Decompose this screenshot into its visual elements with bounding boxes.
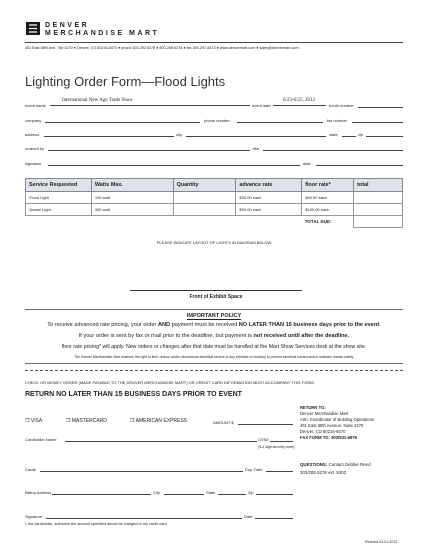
cardholder-field[interactable] [65,435,257,442]
authorization-text: I, the cardholder, authorize the amount specified above be charged to my credit card. [25,522,168,526]
cell-floor-rate: $40.00 each [302,192,354,204]
cell-advance-rate: $30.00 each [236,192,302,204]
col-watts-max: Watts Max. [91,179,173,192]
contact-city: Denver, CO 80216-8470 [76,46,117,50]
policy-line1-c: payment must be received [170,322,239,328]
event-name-field[interactable] [50,99,250,106]
payment-signature-label: Signature [25,514,43,519]
policy-line2 [20,333,408,339]
cell-watts: 150 watt [91,192,173,204]
event-date-value: 6/23-6/25, 2012 [283,98,315,103]
col-floor-rate: floor rate* [302,179,354,192]
cell-floor-rate: $100.00 each [302,204,354,216]
amex-label: AMERICAN EXPRESS [135,418,188,424]
front-exhibit-label: Front of Exhibit Space [189,294,243,300]
payment-signature-field[interactable] [46,512,242,519]
policy-line1-deadline: NO LATER THAN 15 business days prior to the event [238,322,380,328]
cut-line [25,370,403,371]
total-due-label: TOTAL DUE: [304,219,332,225]
cvs-field[interactable] [270,435,293,442]
cell-service: Flood Light [26,192,92,204]
zip-field[interactable] [366,130,403,137]
policy-line1-a: To receive advanced rate pricing, your order [47,322,158,328]
checkbox-icon[interactable]: ❐ [130,418,135,424]
contact-address: 451 East 58th Ave., Ste 4270 [25,46,73,50]
total-due-input[interactable] [354,216,403,228]
booth-number-label: booth number [329,103,354,108]
contact-website: www.denvermart.com [219,46,256,50]
policy-line2-deadline: not received until after the deadline [253,333,348,339]
policy-line3: floor rate pricing* will apply. New orders or changes after that date must be handled at the Mart Show Services desk at the show site. [61,344,367,350]
revised-date: Revised 03-01-2012 [365,540,398,544]
billing-city-field[interactable] [164,488,204,495]
cardholder-label: Cardholder Name [25,437,57,442]
billing-state-label: State [206,490,216,495]
mastercard-label: MASTERCARD [71,418,107,424]
order-table [25,178,403,228]
contact-tollfree: 800-289-6278 [159,46,183,50]
billing-city-label: City [153,490,160,495]
contact-phone: phone 303.292.6278 [121,46,156,50]
header-contact: 451 East 58th Ave., Ste 4270 ● Denver, CO 80216-8470 ● phone 303.292.6278 ● 800-289-6278 ● fax 303-297-8473 ● www.denvermart.com ● sales@denvermart.com [25,46,299,50]
col-total: total [354,179,403,192]
city-label: city [176,132,182,137]
fax-field[interactable] [352,116,403,123]
address-field[interactable] [44,130,174,137]
billing-zip-label: Zip [248,490,254,495]
questions [300,462,371,467]
policy-line1 [20,322,408,328]
logo-line1: DENVER [45,22,90,29]
return-to-line: Denver Merchandise Mart [300,411,349,416]
signature-field[interactable] [48,159,300,166]
policy-line1-e: . [379,322,381,328]
date-field[interactable] [316,159,403,166]
return-to-line: Denver, CO 80216-8470 [300,429,346,434]
table-row [26,192,403,204]
cvs-label: CVS# [258,437,269,442]
fax-label: fax number [327,118,348,123]
state-field[interactable] [342,130,356,137]
event-name-value: International New Age Trade Show [62,98,133,103]
col-quantity: Quantity [173,179,236,192]
address-label: address [25,132,40,137]
billing-zip-field[interactable] [256,488,293,495]
questions-phone: 303/292.6278 ext. 5202 [300,470,347,475]
total-due-row [26,216,403,228]
exp-field[interactable] [266,465,293,472]
visa-label: VISA [30,418,43,424]
booth-number-field[interactable] [358,101,403,108]
event-date-label: event date [252,103,271,108]
amount-field[interactable] [238,418,293,425]
cell-total-input[interactable] [354,192,403,204]
col-service-requested: Service Requested [26,179,92,192]
contact-email: sales@denvermart.com [259,46,299,50]
phone-field[interactable] [237,116,323,123]
logo-mark-icon [26,22,40,35]
cell-service: Quartz Light [26,204,92,216]
ordered-by-label: ordered by [25,146,45,151]
table-header-row [26,179,403,192]
company-label: company [25,118,42,123]
cell-total-input[interactable] [354,204,403,216]
billing-state-field[interactable] [218,488,246,495]
signature-label: signature [25,161,42,166]
logo-line2: MERCHANDISE MART [45,30,160,37]
zip-label: zip [358,132,364,137]
diagram-instruction: PLEASE INDICATE LAYOUT OF LIGHTS IN DIAGRAM BELOW [156,240,272,245]
city-field[interactable] [186,130,326,137]
diagram-area[interactable] [25,248,403,292]
fax-form-to: FAX FORM TO: 303/531-6976 [300,435,357,440]
visa-option[interactable] [25,419,42,424]
policy-disclaimer: The Denver Merchandise Mart reserves the right to limit, reduce and/or discontinue electrical service to any exhibitor or booth(s) to prevent electrical hazard and/or maintain human safety. [74,355,354,359]
exp-label: Exp. Date [245,467,263,472]
questions-label: QUESTIONS: [300,462,328,467]
policy-line2-c: , [347,333,350,339]
cell-advance-rate: $90.00 each [236,204,302,216]
policy-line2-a: If your order is sent by fax or mail prior to the deadline, but payment is [78,333,254,339]
table-row [26,204,403,216]
questions-contact: Contact Debbie Reed [328,462,371,467]
return-to-line: Attn: Coordinator of Building Operations [300,417,375,422]
policy-heading [25,313,403,319]
cell-quantity-input[interactable] [173,192,236,204]
ordered-by-field[interactable] [48,144,250,151]
mastercard-option[interactable] [66,419,107,424]
cell-quantity-input[interactable] [173,204,236,216]
checkbox-icon[interactable]: ❐ [25,418,30,424]
policy-rule [25,309,403,310]
contact-fax: fax 303-297-8473 [186,46,216,50]
page-title: Lighting Order Form—Flood Lights [25,74,226,89]
event-date-field[interactable] [273,99,326,106]
title-field[interactable] [263,144,403,151]
date-label: date [303,161,311,166]
policy-heading-text: IMPORTANT POLICY [186,313,242,319]
state-label: state [329,132,338,137]
billing-field[interactable] [52,488,151,495]
amount-label: AMOUNT $ [213,420,234,425]
policy-rule-bottom [25,363,403,364]
checkbox-icon[interactable]: ❐ [66,418,71,424]
check-note: CHECK OR MONEY ORDER (MADE PAYABLE TO THE DENVER MERCHANDISE MART) OR CREDIT CARD INFORMATION MUST ACCOMPANY THIS FORM. [25,380,315,385]
payment-date-field[interactable] [255,512,293,519]
cell-watts: 300 watt [91,204,173,216]
return-to-heading: RETURN TO: [300,405,326,410]
payment-date-label: Date [244,514,253,519]
col-advance-rate: advance rate [236,179,302,192]
event-name-label: event name [25,103,46,108]
policy-line1-and: AND [157,322,171,328]
cvs-hint: (3-4 digit security code) [258,445,295,449]
amex-option[interactable] [130,419,187,424]
header-rule [25,42,403,43]
card-label: Card# [25,467,36,472]
front-exhibit-line [130,290,302,291]
phone-label: phone number [204,118,230,123]
title-label: title [253,146,260,151]
company-field[interactable] [45,116,200,123]
card-field[interactable] [40,465,243,472]
return-heading: RETURN NO LATER THAN 15 BUSINESS DAYS PRIOR TO EVENT [25,391,242,398]
billing-label: Billing Address [25,490,52,495]
return-to-line: 451 East 58th Avenue, Suite 4270 [300,423,364,428]
